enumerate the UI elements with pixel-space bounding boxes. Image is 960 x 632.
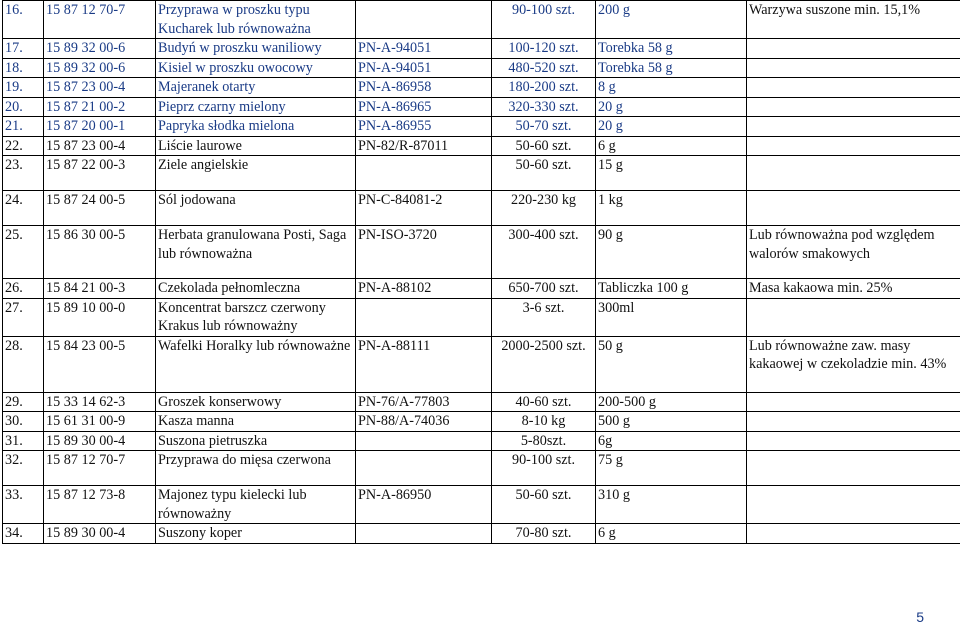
cell-num: 28. <box>3 336 44 392</box>
table-row <box>3 191 960 226</box>
table-row <box>3 97 960 117</box>
cell-unit: 300ml <box>596 298 747 336</box>
cell-qty: 50-70 szt. <box>492 117 596 137</box>
cell-code: 15 87 20 00-1 <box>44 117 156 137</box>
cell-note <box>747 39 960 59</box>
cell-num: 27. <box>3 298 44 336</box>
cell-note: Masa kakaowa min. 25% <box>747 279 960 299</box>
cell-num: 31. <box>3 431 44 451</box>
table-row <box>3 412 960 432</box>
cell-code: 15 89 32 00-6 <box>44 58 156 78</box>
cell-note <box>747 97 960 117</box>
cell-unit: 50 g <box>596 336 747 392</box>
cell-unit: Tabliczka 100 g <box>596 279 747 299</box>
table-row <box>3 298 960 336</box>
cell-code: 15 87 12 70-7 <box>44 451 156 486</box>
product-table-body <box>3 1 960 544</box>
cell-code: 15 87 23 00-4 <box>44 136 156 156</box>
table-row <box>3 279 960 299</box>
cell-name: Sól jodowana <box>156 191 356 226</box>
table-row <box>3 156 960 191</box>
table-row <box>3 392 960 412</box>
cell-code: 15 87 23 00-4 <box>44 78 156 98</box>
cell-name: Kasza manna <box>156 412 356 432</box>
table-row <box>3 1 960 39</box>
cell-norm <box>356 431 492 451</box>
cell-name: Groszek konserwowy <box>156 392 356 412</box>
table-row <box>3 78 960 98</box>
cell-name: Liście laurowe <box>156 136 356 156</box>
cell-note <box>747 191 960 226</box>
cell-code: 15 89 32 00-6 <box>44 39 156 59</box>
cell-note <box>747 392 960 412</box>
product-table <box>2 0 960 544</box>
cell-name: Przyprawa do mięsa czerwona <box>156 451 356 486</box>
cell-norm: PN-ISO-3720 <box>356 226 492 279</box>
cell-code: 15 61 31 00-9 <box>44 412 156 432</box>
cell-norm: PN-88/A-74036 <box>356 412 492 432</box>
cell-norm <box>356 524 492 544</box>
table-row <box>3 524 960 544</box>
cell-norm: PN-A-88102 <box>356 279 492 299</box>
cell-code: 15 87 12 70-7 <box>44 1 156 39</box>
cell-num: 30. <box>3 412 44 432</box>
cell-note <box>747 486 960 524</box>
cell-qty: 40-60 szt. <box>492 392 596 412</box>
cell-norm: PN-A-86958 <box>356 78 492 98</box>
cell-num: 23. <box>3 156 44 191</box>
table-row <box>3 117 960 137</box>
cell-unit: 6 g <box>596 524 747 544</box>
cell-qty: 320-330 szt. <box>492 97 596 117</box>
cell-qty: 50-60 szt. <box>492 486 596 524</box>
cell-note <box>747 117 960 137</box>
cell-norm: PN-A-86950 <box>356 486 492 524</box>
cell-num: 26. <box>3 279 44 299</box>
cell-unit: 90 g <box>596 226 747 279</box>
cell-qty: 300-400 szt. <box>492 226 596 279</box>
cell-note <box>747 156 960 191</box>
cell-note: Lub równoważna pod względem walorów smakowych <box>747 226 960 279</box>
cell-unit: 20 g <box>596 97 747 117</box>
cell-code: 15 89 30 00-4 <box>44 524 156 544</box>
cell-name: Kisiel w proszku owocowy <box>156 58 356 78</box>
cell-norm: PN-76/A-77803 <box>356 392 492 412</box>
cell-qty: 90-100 szt. <box>492 1 596 39</box>
cell-norm: PN-C-84081-2 <box>356 191 492 226</box>
cell-norm: PN-A-94051 <box>356 58 492 78</box>
cell-unit: 200 g <box>596 1 747 39</box>
cell-unit: 20 g <box>596 117 747 137</box>
table-row <box>3 431 960 451</box>
cell-norm: PN-A-86955 <box>356 117 492 137</box>
cell-note <box>747 451 960 486</box>
cell-name: Przyprawa w proszku typu Kucharek lub równoważna <box>156 1 356 39</box>
cell-unit: 200-500 g <box>596 392 747 412</box>
table-row <box>3 39 960 59</box>
table-row <box>3 486 960 524</box>
cell-code: 15 89 10 00-0 <box>44 298 156 336</box>
cell-note <box>747 78 960 98</box>
cell-note <box>747 58 960 78</box>
cell-note <box>747 136 960 156</box>
cell-num: 33. <box>3 486 44 524</box>
cell-qty: 8-10 kg <box>492 412 596 432</box>
cell-num: 32. <box>3 451 44 486</box>
cell-name: Wafelki Horalky lub równoważne <box>156 336 356 392</box>
table-row <box>3 336 960 392</box>
table-row <box>3 58 960 78</box>
cell-name: Czekolada pełnomleczna <box>156 279 356 299</box>
cell-norm: PN-82/R-87011 <box>356 136 492 156</box>
cell-qty: 50-60 szt. <box>492 156 596 191</box>
cell-name: Herbata granulowana Posti, Saga lub równoważna <box>156 226 356 279</box>
cell-num: 17. <box>3 39 44 59</box>
cell-num: 34. <box>3 524 44 544</box>
cell-qty: 480-520 szt. <box>492 58 596 78</box>
cell-qty: 70-80 szt. <box>492 524 596 544</box>
cell-name: Ziele angielskie <box>156 156 356 191</box>
cell-code: 15 87 22 00-3 <box>44 156 156 191</box>
cell-unit: 310 g <box>596 486 747 524</box>
cell-norm <box>356 298 492 336</box>
cell-code: 15 84 23 00-5 <box>44 336 156 392</box>
cell-unit: 1 kg <box>596 191 747 226</box>
cell-name: Papryka słodka mielona <box>156 117 356 137</box>
cell-qty: 90-100 szt. <box>492 451 596 486</box>
cell-unit: 15 g <box>596 156 747 191</box>
cell-qty: 100-120 szt. <box>492 39 596 59</box>
cell-note <box>747 524 960 544</box>
cell-unit: 6g <box>596 431 747 451</box>
cell-qty: 2000-2500 szt. <box>492 336 596 392</box>
cell-unit: Torebka 58 g <box>596 58 747 78</box>
cell-name: Suszony koper <box>156 524 356 544</box>
table-row <box>3 451 960 486</box>
cell-num: 19. <box>3 78 44 98</box>
cell-name: Majonez typu kielecki lub równoważny <box>156 486 356 524</box>
cell-qty: 650-700 szt. <box>492 279 596 299</box>
cell-note: Warzywa suszone min. 15,1% <box>747 1 960 39</box>
cell-norm: PN-A-86965 <box>356 97 492 117</box>
cell-num: 20. <box>3 97 44 117</box>
page-number: 5 <box>916 609 924 625</box>
cell-unit: Torebka 58 g <box>596 39 747 59</box>
cell-code: 15 87 12 73-8 <box>44 486 156 524</box>
cell-note <box>747 431 960 451</box>
cell-num: 25. <box>3 226 44 279</box>
cell-norm <box>356 1 492 39</box>
cell-name: Suszona pietruszka <box>156 431 356 451</box>
cell-name: Koncentrat barszcz czerwony Krakus lub równoważny <box>156 298 356 336</box>
cell-norm <box>356 156 492 191</box>
cell-code: 15 84 21 00-3 <box>44 279 156 299</box>
cell-qty: 180-200 szt. <box>492 78 596 98</box>
cell-num: 24. <box>3 191 44 226</box>
cell-code: 15 89 30 00-4 <box>44 431 156 451</box>
cell-qty: 3-6 szt. <box>492 298 596 336</box>
cell-norm: PN-A-94051 <box>356 39 492 59</box>
cell-unit: 75 g <box>596 451 747 486</box>
cell-qty: 220-230 kg <box>492 191 596 226</box>
cell-note <box>747 412 960 432</box>
cell-code: 15 33 14 62-3 <box>44 392 156 412</box>
cell-num: 18. <box>3 58 44 78</box>
cell-name: Budyń w proszku waniliowy <box>156 39 356 59</box>
table-row <box>3 226 960 279</box>
table-row <box>3 136 960 156</box>
cell-unit: 6 g <box>596 136 747 156</box>
cell-norm: PN-A-88111 <box>356 336 492 392</box>
cell-unit: 500 g <box>596 412 747 432</box>
cell-qty: 50-60 szt. <box>492 136 596 156</box>
cell-code: 15 87 21 00-2 <box>44 97 156 117</box>
cell-unit: 8 g <box>596 78 747 98</box>
cell-num: 29. <box>3 392 44 412</box>
cell-norm <box>356 451 492 486</box>
cell-num: 16. <box>3 1 44 39</box>
cell-code: 15 87 24 00-5 <box>44 191 156 226</box>
cell-name: Pieprz czarny mielony <box>156 97 356 117</box>
cell-num: 21. <box>3 117 44 137</box>
cell-qty: 5-80szt. <box>492 431 596 451</box>
cell-name: Majeranek otarty <box>156 78 356 98</box>
cell-note <box>747 298 960 336</box>
cell-note: Lub równoważne zaw. masy kakaowej w czekoladzie min. 43% <box>747 336 960 392</box>
cell-num: 22. <box>3 136 44 156</box>
cell-code: 15 86 30 00-5 <box>44 226 156 279</box>
